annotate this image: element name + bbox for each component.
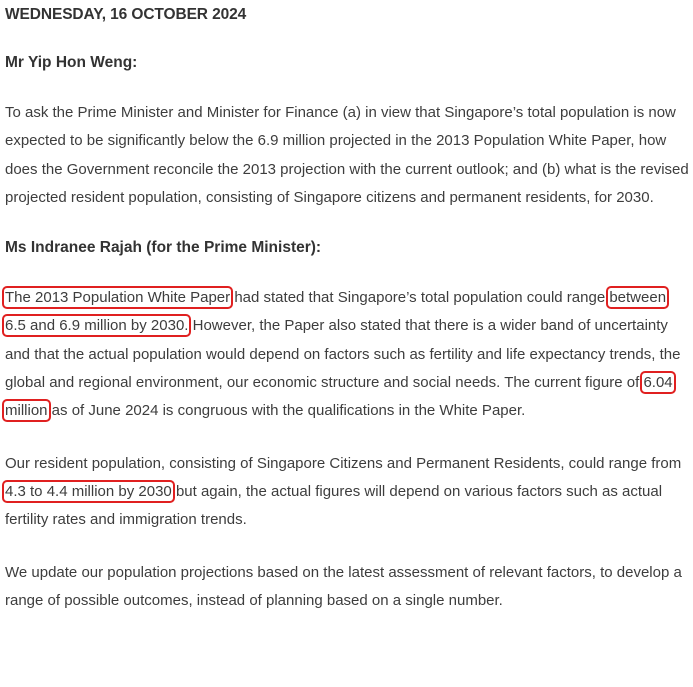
answer-paragraph-3: We update our population projections based on the latest assessment of relevant factors, to develop a range of possible outcomes, instead of planning based on a single number. <box>5 563 682 609</box>
answer-p1-text-1: had stated that Singapore’s total population could range <box>230 289 610 307</box>
answer-p2-text-2: but again, the actual figures will depend on various factors such as actual fertility rates and immigration trends. <box>5 482 663 529</box>
answer-p1-text-2: However, the Paper also stated that there is a wider band of uncertainty and that the actual population would depend on factors such as fertility and life expectancy trends, the global and regional environment, our economic structure and social needs. The current figure of <box>5 317 681 392</box>
answer-p2-text-1: Our resident population, consisting of Singapore Citizens and Permanent Residents, could range from <box>5 454 682 472</box>
answer-paragraph-1 <box>5 284 689 425</box>
sitting-date: WEDNESDAY, 16 OCTOBER 2024 <box>5 6 247 23</box>
answer-p1-text-3: as of June 2024 is congruous with the qualifications in the White Paper. <box>47 402 526 420</box>
highlight-white-paper: The 2013 Population White Paper <box>5 289 231 307</box>
question-text: To ask the Prime Minister and Minister for Finance (a) in view that Singapore’s total population is now expected to be significantly below the 6.9 million projected in the 2013 Population White Paper, how does the Government reconcile the 2013 projection with the current outlook; and (b) what is the revised projected resident population, consisting of Singapore citizens and permanent residents, for 2030. <box>5 104 689 206</box>
highlight-resident-projection: 4.3 to 4.4 million by 2030 <box>5 482 172 500</box>
answer-speaker: Ms Indranee Rajah (for the Prime Minister): <box>5 239 322 257</box>
highlight-projection-range: between 6.5 and 6.9 million by 2030. <box>5 289 667 335</box>
question-speaker: Mr Yip Hon Weng: <box>5 54 138 71</box>
answer-paragraph-2 <box>5 450 689 535</box>
highlight-current-figure: 6.04 million <box>5 374 673 420</box>
